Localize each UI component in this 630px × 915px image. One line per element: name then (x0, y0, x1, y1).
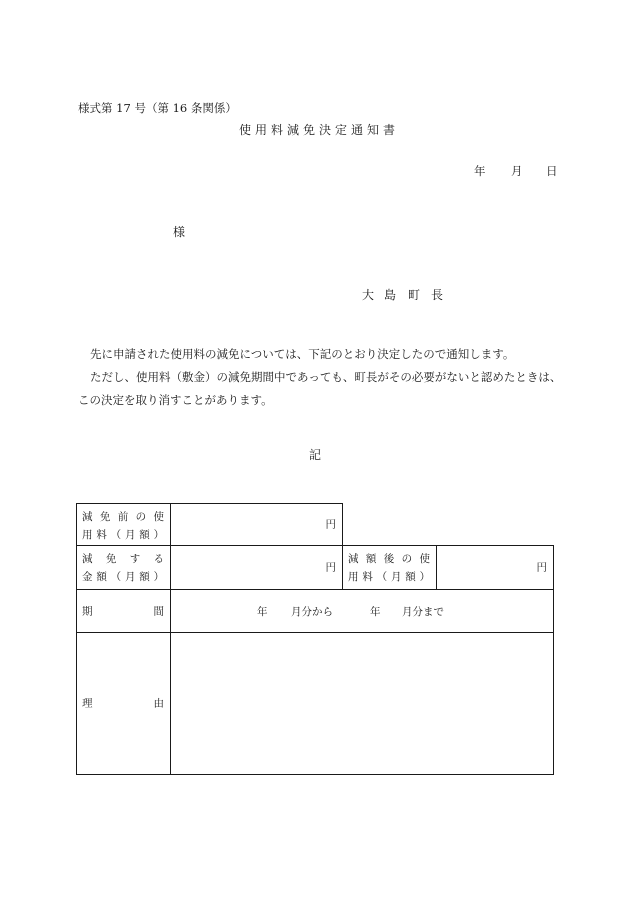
form-number: 様式第 17 号（第 16 条関係） (78, 101, 237, 115)
label-after-fee (342, 545, 436, 589)
date-month: 月 (511, 164, 523, 178)
label-char: 減 (82, 511, 95, 523)
label-char: る (153, 553, 165, 565)
period-from: 月分から (291, 606, 333, 618)
value-after-fee[interactable] (436, 545, 553, 589)
label-char: 免 (99, 511, 113, 523)
label-char: 理 (82, 697, 93, 710)
label-char: 料 (362, 571, 374, 583)
label-char: 由 (153, 697, 164, 710)
label-char: （ (110, 529, 122, 541)
label-char: す (129, 553, 146, 565)
label-char: の (135, 511, 149, 523)
value-period[interactable] (170, 589, 553, 632)
label-char: 免 (105, 553, 122, 565)
issuer-char: 大 (362, 288, 375, 302)
label-char: 月 (124, 529, 136, 541)
yen-unit: 円 (325, 518, 336, 531)
body-paragraph-2: ただし、使用料（敷金）の減免期間中であっても、町長がその必要がないと認めたときは、この決定を取り消すことがあります。 (78, 370, 562, 407)
label-char: 前 (117, 511, 131, 523)
label-char: 使 (153, 511, 164, 523)
label-period (76, 589, 170, 632)
label-char: 間 (153, 605, 164, 617)
date-day: 日 (546, 164, 558, 178)
label-char: ） (153, 571, 165, 583)
label-char: 額 (365, 553, 379, 565)
label-char: 用 (348, 571, 359, 583)
addressee-suffix: 様 (173, 225, 186, 239)
label-char: 金 (82, 571, 93, 583)
label-char: 料 (96, 529, 108, 541)
period-from-year: 年 (257, 606, 268, 618)
document-title: 使用料減免決定通知書 (238, 123, 399, 137)
label-before-fee (76, 503, 170, 545)
label-char: 用 (82, 529, 93, 541)
label-char: 減 (348, 553, 361, 565)
label-char: 額 (139, 571, 150, 583)
value-before-fee[interactable] (170, 503, 342, 545)
label-char: 期 (82, 605, 93, 617)
label-char: の (401, 553, 415, 565)
label-char: 額 (96, 571, 108, 583)
label-char: ） (419, 571, 431, 583)
issuer-char: 長 (431, 288, 444, 302)
label-char: （ (376, 571, 388, 583)
body-paragraph-1: 先に申請された使用料の減免については、下記のとおり決定したので通知します。 (90, 347, 515, 361)
label-char: 額 (405, 571, 416, 583)
period-to: 月分まで (402, 606, 444, 618)
yen-unit: 円 (325, 561, 336, 574)
label-char: ） (153, 529, 165, 541)
issuer-char: 島 (384, 288, 397, 302)
notice-body (78, 343, 563, 412)
issuer-char: 町 (408, 288, 421, 302)
value-reduction-amount[interactable] (170, 545, 342, 589)
period-to-year: 年 (370, 606, 381, 618)
yen-unit: 円 (536, 561, 547, 574)
value-reason[interactable] (170, 632, 553, 774)
label-char: 月 (390, 571, 402, 583)
label-char: 月 (124, 571, 136, 583)
label-reason (76, 632, 170, 774)
label-char: 後 (383, 553, 397, 565)
label-char: 額 (139, 529, 150, 541)
label-char: 減 (82, 553, 98, 565)
label-char: 使 (419, 553, 430, 565)
date-year: 年 (474, 164, 486, 178)
label-reduction-amount (76, 545, 170, 589)
ki-heading: 記 (308, 448, 321, 462)
label-char: （ (110, 571, 122, 583)
